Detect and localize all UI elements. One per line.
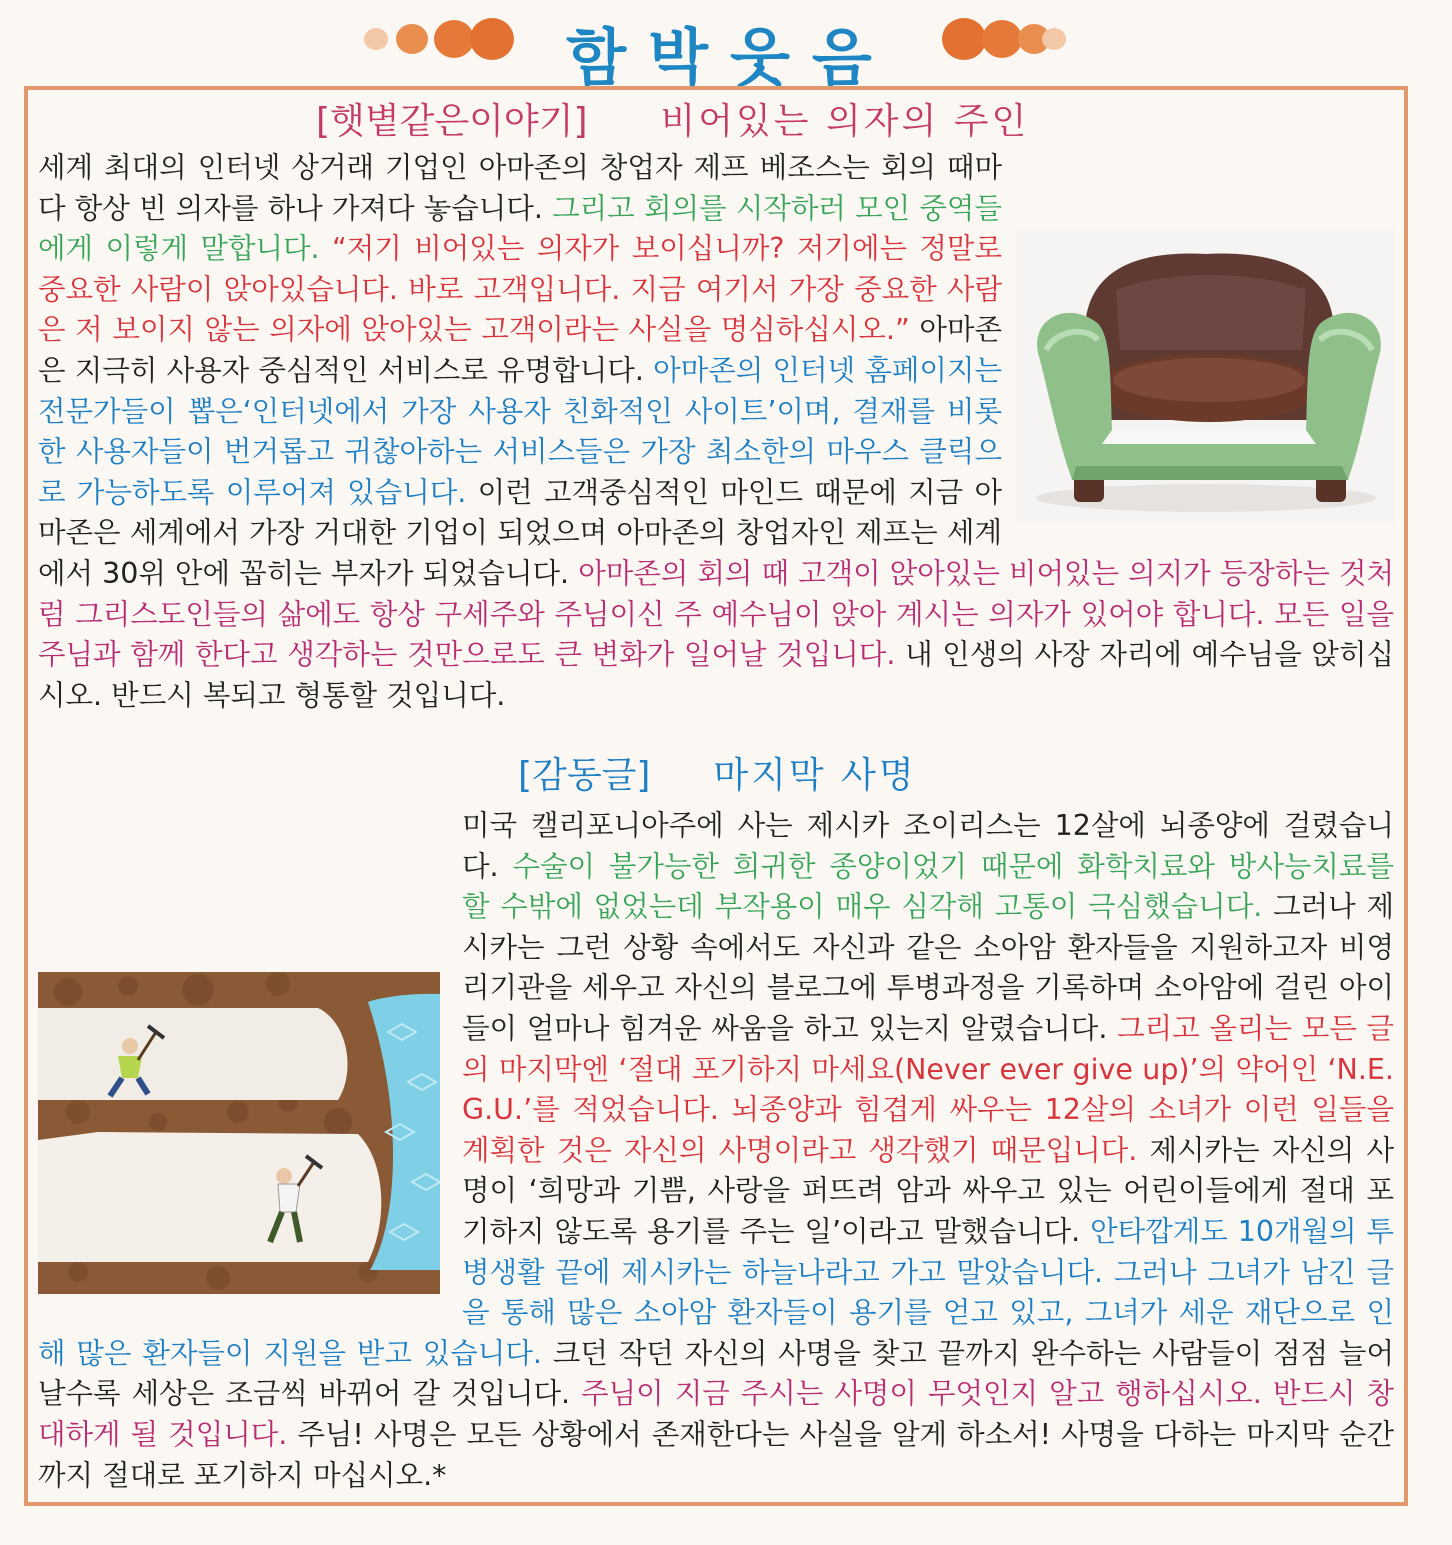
decor-dot — [942, 18, 986, 60]
story1-text: 아마존의 회의 때 고객이 앉아있는 비어있는 의지가 등장하는 것처럼 그리스도인들의 삶에도 항상 구세주와 주님이신 주 예수님이 앉아 계시는 의자가 있어야 합니다. 모든 일을 주님과 함께 한다고 생각하는 것만으로도 큰 변화가 일어날 것입니다. — [38, 556, 1395, 672]
story2-body — [38, 806, 1394, 1496]
story1-text: 아마존의 인터넷 홈페이지는 전문가들이 뽑은‘인터넷에서 가장 사용자 친화적인 사이트’이며, 결재를 비롯한 사용자들이 번거롭고 귀찮아하는 서비스들은 가장 최소한의 마우스 클릭으로 가능하도록 이루어져 있습니다. — [38, 353, 1002, 509]
story2-text: 제시카는 자신의 사명이 ‘희망과 기쁨, 사랑을 퍼뜨려 암과 싸우고 있는 어린이들에게 절대 포기하지 않도록 용기를 주는 일’이라고 말했습니다. — [462, 1133, 1394, 1248]
decor-dot — [434, 20, 474, 58]
story2-text: 안타깝게도 10개월의 투병생활 끝에 제시카는 하늘나라고 가고 말았습니다. 그러나 그녀가 남긴 글을 통해 많은 소아암 환자들이 용기를 얻고 있고, 그녀가 세운 재단으로 인해 많은 환자들이 지원을 받고 있습니다. — [38, 1214, 1394, 1370]
story1-tag: [햇볕같은이야기] — [316, 101, 588, 142]
story2-heading — [518, 756, 917, 796]
story2-text: 수술이 불가능한 희귀한 종양이었기 때문에 화학치료와 방사능치료를 할 수밖에 없었는데 부작용이 매우 심각해 고통이 극심했습니다. — [462, 849, 1394, 924]
decor-dot — [470, 18, 514, 60]
story2-text: 미국 캘리포니아주에 사는 제시카 조이리스는 12살에 뇌종양에 걸렸습니다. — [462, 809, 1394, 883]
story2-tag: [감동글] — [518, 755, 651, 796]
page-title: 함박웃음 — [566, 21, 894, 94]
decor-dot — [1042, 28, 1066, 50]
story1-text: 아마존은 지극히 사용자 중심적인 서비스로 유명합니다. — [38, 313, 1003, 387]
story2-text: 주님이 지금 주시는 사명이 무엇인지 알고 행하십시오. 반드시 창대하게 될 것입니다. — [38, 1377, 1394, 1451]
chair-illustration — [1016, 230, 1394, 522]
story2-text: 그리고 올리는 모든 글의 마지막엔 ‘절대 포기하지 마세요(Never ever give up)’의 약어인 ‘N.E.G.U.’를 적었습니다. 뇌종양과 힘겹게 싸우는 12살의 소녀가 이런 일들을 계획한 것은 자신의 사명이라고 생각했기 때문입니다. — [462, 1011, 1394, 1167]
story2-text: 크던 작던 자신의 사명을 찾고 끝까지 완수하는 사람들이 점점 늘어날수록 세상은 조금씩 바뀌어 갈 것입니다. — [38, 1336, 1394, 1411]
story1-text: 이런 고객중심적인 마인드 때문에 지금 아마존은 세계에서 가장 거대한 기업이 되었으며 아마존의 창업자인 제프는 세계에서 30위 안에 꼽히는 부자가 되었습니다. — [38, 475, 1002, 590]
story2-title: 마지막 사명 — [713, 755, 917, 796]
story1-title: 비어있는 의자의 주인 — [660, 101, 1030, 142]
digging-cartoon-image — [38, 972, 440, 1294]
decor-dot — [364, 28, 388, 50]
decor-dot — [396, 24, 428, 54]
story2-text: 주님! 사명은 모든 상황에서 존재한다는 사실을 알게 하소서! 사명을 다하는 마지막 순간까지 절대로 포기하지 마십시오.* — [38, 1417, 1394, 1492]
story2-text: 그러나 제시카는 그런 상황 속에서도 자신과 같은 소아암 환자들을 지원하고자 비영리기관을 세우고 자신의 블로그에 투병과정을 기록하며 소아암에 걸린 아이들이 얼마나 힘겨운 싸움을 하고 있는지 알렸습니다. — [462, 890, 1394, 1045]
armchair-image — [1016, 230, 1394, 522]
story1-body — [38, 148, 1394, 716]
mine-illustration — [38, 972, 462, 1306]
story1-text: “저기 비어있는 의자가 보이십니까? 저기에는 정말로 중요한 사람이 앉아있습니다. 바로 고객입니다. 지금 여기서 가장 중요한 사람은 저 보이지 않는 의자에 앉아있는 고객이라는 사실을 명심하십시오.” — [38, 232, 1002, 347]
decor-dot — [982, 20, 1022, 58]
story1-text: 그리고 회의를 시작하러 모인 중역들에게 이렇게 말합니다. — [38, 191, 1002, 266]
story1-heading — [316, 102, 1029, 142]
story1-text: 세계 최대의 인터넷 상거래 기업인 아마존의 창업자 제프 베조스는 회의 때마다 항상 빈 의자를 하나 가져다 놓습니다. — [38, 151, 1002, 225]
story1-text: 내 인생의 사장 자리에 예수님을 앉히십시오. 반드시 복되고 형통할 것입니다. — [38, 638, 1395, 712]
